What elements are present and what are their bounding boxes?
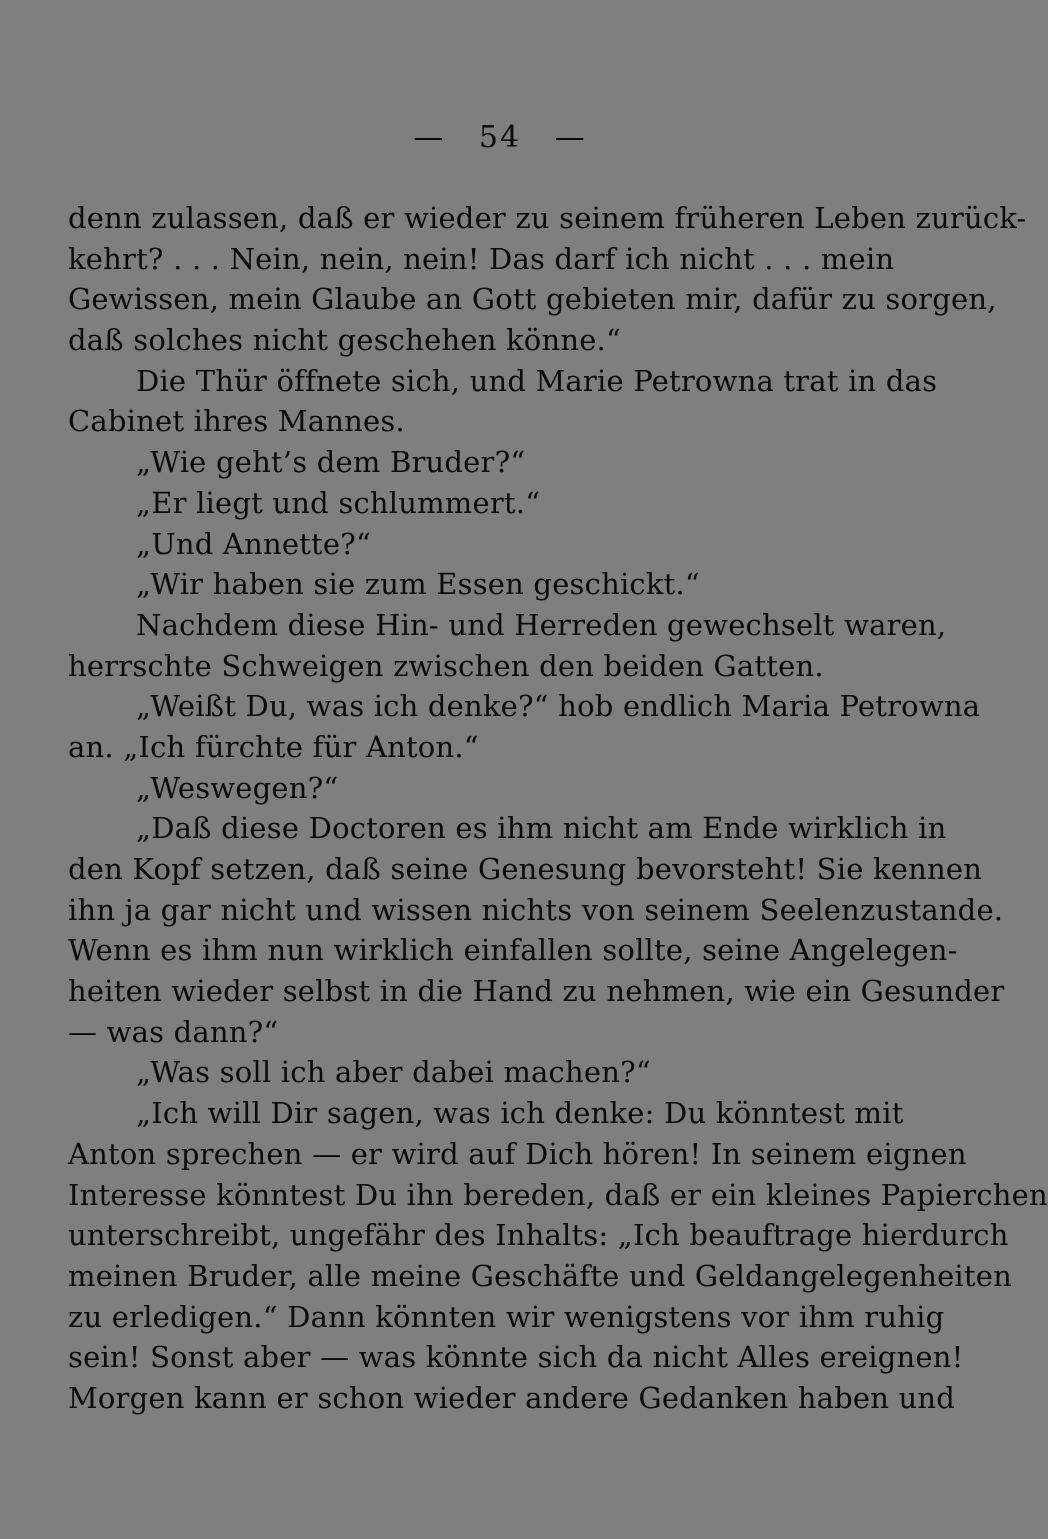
text-line: sein! Sonst aber — was könnte sich da nicht Alles ereignen!: [68, 1340, 964, 1375]
text-line: meinen Bruder, alle meine Geschäfte und Geldangelegenheiten: [68, 1258, 1013, 1293]
text-line: Interesse könntest Du ihn bereden, daß er ein kleines Papierchen: [68, 1177, 1048, 1212]
text-line: kehrt? . . . Nein, nein, nein! Das darf ich nicht . . . mein: [68, 241, 895, 276]
text-line: „Weißt Du, was ich denke?“ hob endlich Maria Petrowna: [136, 689, 981, 724]
text-line: Anton sprechen — er wird auf Dich hören! In seinem eignen: [68, 1136, 967, 1171]
page-number-dash-right: —: [554, 120, 587, 155]
page-number-value: 54: [478, 120, 522, 155]
text-line: „Weswegen?“: [136, 770, 339, 805]
text-line: „Und Annette?“: [136, 526, 372, 561]
text-line: „Daß diese Doctoren es ihm nicht am Ende wirklich in: [136, 811, 947, 846]
page-number: [0, 118, 1000, 158]
text-line: „Ich will Dir sagen, was ich denke: Du könntest mit: [136, 1096, 904, 1131]
body-text: [68, 198, 1048, 1419]
text-line: „Wie geht’s dem Bruder?“: [136, 445, 526, 480]
text-line: ihn ja gar nicht und wissen nichts von seinem Seelenzustande.: [68, 892, 1004, 927]
text-line: Morgen kann er schon wieder andere Gedanken haben und: [68, 1380, 956, 1415]
text-line: „Er liegt und schlummert.“: [136, 485, 541, 520]
text-line: Gewissen, mein Glaube an Gott gebieten mir, dafür zu sorgen,: [68, 282, 997, 317]
page-number-dash-left: —: [413, 120, 446, 155]
text-line: denn zulassen, daß er wieder zu seinem früheren Leben zurück-: [68, 201, 1027, 235]
text-line: an. „Ich fürchte für Anton.“: [68, 729, 479, 764]
text-line: herrschte Schweigen zwischen den beiden Gatten.: [68, 648, 824, 683]
text-line: „Was soll ich aber dabei machen?“: [136, 1055, 651, 1090]
text-line: den Kopf setzen, daß seine Genesung bevorsteht! Sie kennen: [68, 852, 983, 886]
text-line: — was dann?“: [68, 1014, 279, 1049]
text-line: unterschreibt, ungefähr des Inhalts: „Ich beauftrage hierdurch: [68, 1218, 1009, 1253]
text-line: Wenn es ihm nun wirklich einfallen sollte, seine Angelegen-: [68, 933, 958, 968]
text-line: Die Thür öffnete sich, und Marie Petrowna trat in das: [136, 363, 938, 398]
text-line: heiten wieder selbst in die Hand zu nehmen, wie ein Gesunder: [68, 974, 1005, 1009]
text-line: Cabinet ihres Mannes.: [68, 404, 405, 439]
text-line: Nachdem diese Hin- und Herreden gewechselt waren,: [136, 607, 947, 642]
text-line: zu erledigen.“ Dann könnten wir wenigstens vor ihm ruhig: [68, 1299, 945, 1334]
text-line: daß solches nicht geschehen könne.“: [68, 323, 622, 358]
text-line: „Wir haben sie zum Essen geschickt.“: [136, 567, 700, 602]
